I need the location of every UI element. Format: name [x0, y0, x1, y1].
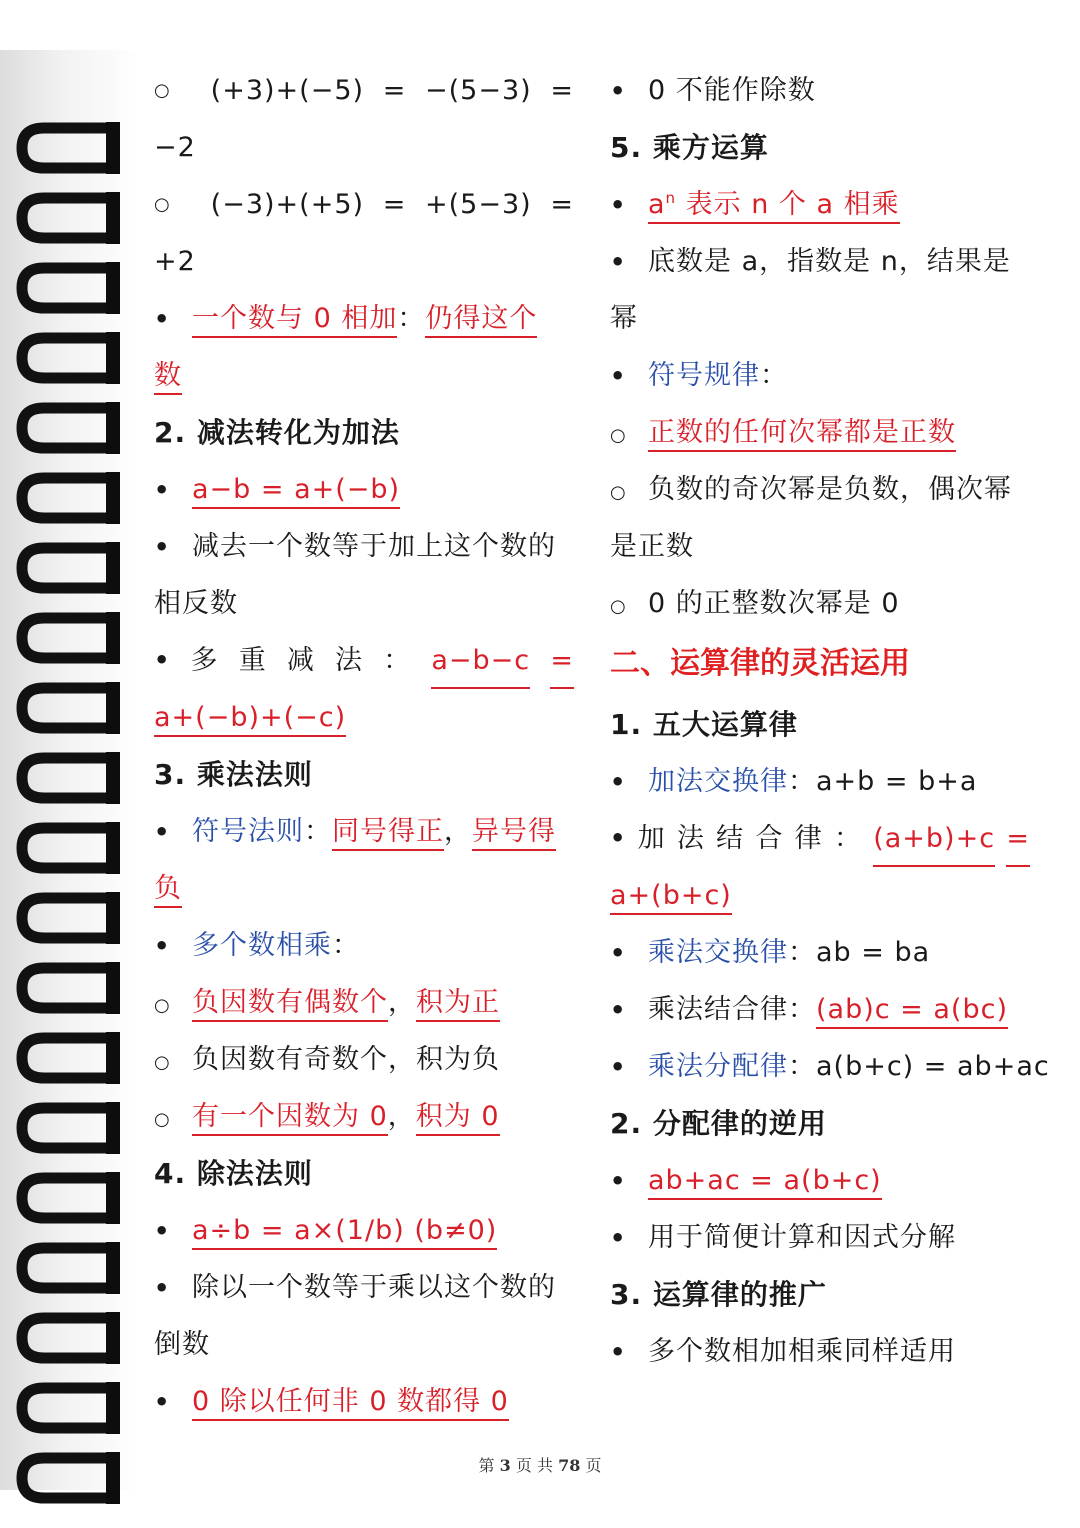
body-text: 减: [286, 645, 315, 676]
text-line: +2: [154, 246, 196, 277]
formula: a+(b+c): [610, 880, 732, 915]
binding-ring: [14, 1380, 122, 1436]
binding-ring: [14, 820, 122, 876]
text-line: [154, 632, 574, 689]
equals-sign: =: [382, 75, 407, 106]
subheading: 3. 运算律的推广: [610, 1278, 827, 1311]
hollow-bullet: ○: [154, 995, 171, 1016]
text-line: [154, 347, 574, 404]
footer-text: 页 共: [515, 1456, 553, 1475]
bullet: •: [610, 939, 627, 967]
hollow-bullet: ○: [610, 425, 627, 446]
body-text: 底数是 a，指数是 n，结果是: [648, 246, 1011, 277]
highlight-text: 同号得正: [332, 816, 444, 851]
bullet: •: [154, 476, 171, 504]
colon: ：: [383, 645, 412, 676]
highlight-text: 负: [154, 873, 182, 908]
keyword: 多个数相乘: [192, 930, 332, 961]
binding-ring: [14, 1310, 122, 1366]
exponent: n: [665, 189, 677, 207]
text-line: [154, 1088, 574, 1145]
text-line: [154, 1259, 574, 1316]
body-text: 加: [637, 823, 666, 854]
binding-ring: [14, 890, 122, 946]
body-text: 负因数有奇数个，积为负: [192, 1044, 500, 1075]
binding-ring: [14, 190, 122, 246]
bullet: •: [610, 248, 627, 276]
base-letter: a: [648, 189, 666, 220]
comma: ，: [444, 816, 472, 847]
subheading: 5. 乘方运算: [610, 131, 769, 164]
text-line: [610, 461, 1030, 518]
text-line: [610, 981, 1030, 1038]
bullet: •: [610, 1167, 627, 1195]
colon: ：: [397, 303, 426, 334]
bullet: •: [154, 1217, 171, 1245]
highlight-text: 数: [154, 360, 182, 395]
equals-sign: =: [382, 189, 407, 220]
body-text: 用于简便计算和因式分解: [648, 1222, 956, 1253]
highlight-text: 积为正: [416, 987, 500, 1022]
section-heading: 二、运算律的灵活运用: [610, 646, 910, 681]
text-line: [610, 810, 1030, 867]
bullet: •: [154, 646, 171, 674]
body-text: 多个数相加相乘同样适用: [648, 1336, 956, 1367]
comma: ，: [388, 987, 416, 1018]
right-column: [610, 62, 1050, 1380]
highlight-text: 一个数与 0 相加: [192, 303, 397, 338]
formula: a÷b = a×(1/b) (b≠0): [192, 1215, 497, 1250]
footer-text: 页: [585, 1456, 602, 1475]
text-line: [154, 1202, 574, 1259]
footer-text: 第: [478, 1456, 495, 1475]
binding-ring: [14, 330, 122, 386]
highlight-text: 负因数有偶数个: [192, 987, 388, 1022]
subheading: 4. 除法法则: [154, 1157, 313, 1190]
binding-ring: [14, 680, 122, 736]
binding-ring: [14, 1170, 122, 1226]
bullet: •: [610, 1053, 627, 1081]
formula: ：a+b = b+a: [788, 766, 978, 797]
formula: a−b = a+(−b): [192, 474, 400, 509]
page-number: 3: [499, 1456, 511, 1475]
bullet: •: [610, 362, 627, 390]
subheading: 3. 乘法法则: [154, 758, 313, 791]
text-line: [610, 1209, 1030, 1266]
bullet: •: [154, 1388, 171, 1416]
hollow-bullet: ○: [154, 1052, 171, 1073]
equals-sign: =: [550, 75, 574, 106]
bullet: •: [610, 1224, 627, 1252]
text-line: [154, 917, 574, 974]
binding-ring: [14, 120, 122, 176]
body-text: 减去一个数等于加上这个数的: [192, 531, 556, 562]
highlight-text: 有一个因数为 0: [192, 1101, 388, 1136]
text-line: [610, 233, 1030, 290]
binding-ring: [14, 260, 122, 316]
binding-ring: [14, 400, 122, 456]
spiral-binding: [0, 50, 140, 1490]
bullet: •: [154, 533, 171, 561]
text-line: 是正数: [610, 531, 694, 562]
keyword: 乘法分配律: [648, 1051, 788, 1082]
subheading: 1. 五大运算律: [610, 708, 798, 741]
binding-ring: [14, 960, 122, 1016]
text-line: [154, 461, 574, 518]
highlight-text: 仍得这个: [425, 303, 537, 338]
bullet: •: [610, 768, 627, 796]
text-line: [610, 62, 1030, 119]
text-line: [610, 575, 1030, 632]
text-line: [154, 176, 574, 233]
formula: (ab)c = a(bc): [816, 994, 1008, 1029]
text-line: [610, 1323, 1030, 1380]
binding-ring: [14, 610, 122, 666]
keyword: 加法交换律: [648, 766, 788, 797]
subheading: 2. 减法转化为加法: [154, 416, 400, 449]
body-text: 0 不能作除数: [648, 75, 816, 106]
bullet: •: [154, 818, 171, 846]
text-line: [154, 290, 574, 347]
colon: ：: [833, 823, 862, 854]
highlight-text: 异号得: [472, 816, 556, 851]
comma: ，: [387, 1101, 416, 1132]
text-line: 倒数: [154, 1329, 210, 1360]
formula: ：ab = ba: [788, 937, 931, 968]
formula: ：a(b+c) = ab+ac: [788, 1051, 1050, 1082]
hollow-bullet: ○: [610, 596, 627, 617]
text-line: [610, 753, 1030, 810]
hollow-bullet: ○: [154, 1109, 171, 1130]
body-text: 负数的奇次幂是负数，偶次幂: [648, 474, 1012, 505]
text-line: [610, 1152, 1030, 1209]
equals-sign: =: [550, 189, 574, 220]
body-text: 合: [755, 823, 784, 854]
page-footer: [0, 1453, 1080, 1476]
text-line: [154, 860, 574, 917]
hollow-bullet: ○: [154, 80, 171, 101]
keyword: 符号法则: [192, 816, 304, 847]
colon: ：: [304, 816, 332, 847]
highlight-text: 积为 0: [416, 1101, 500, 1136]
math-expression: +(5−3): [425, 189, 532, 220]
highlight-text: 0 除以任何非 0 数都得 0: [192, 1386, 509, 1421]
hollow-bullet: ○: [154, 194, 171, 215]
formula: a−b−c: [431, 632, 530, 689]
body-text: 结: [716, 823, 745, 854]
formula: (a+b)+c: [873, 810, 995, 867]
binding-ring: [14, 1030, 122, 1086]
subheading: 2. 分配律的逆用: [610, 1107, 827, 1140]
bullet: •: [610, 191, 627, 219]
text-line: [154, 518, 574, 575]
formula: ab+ac = a(b+c): [648, 1165, 882, 1200]
text-line: [610, 1038, 1050, 1095]
text-line: [610, 867, 1030, 924]
text-line: [610, 347, 1030, 404]
body-text: 乘法结合律：: [648, 994, 816, 1025]
body-text: 重: [238, 645, 267, 676]
text-line: 幂: [610, 303, 638, 334]
bullet: •: [154, 932, 171, 960]
text-line: [610, 924, 1030, 981]
hollow-bullet: ○: [610, 482, 627, 503]
text-line: [154, 974, 574, 1031]
formula: a+(−b)+(−c): [154, 702, 346, 737]
body-text: 除以一个数等于乘以这个数的: [192, 1272, 556, 1303]
math-expression: (+3)+(−5): [210, 75, 365, 106]
bullet: •: [610, 824, 627, 852]
text-line: [610, 176, 1030, 233]
binding-ring: [14, 470, 122, 526]
keyword: 乘法交换律: [648, 937, 788, 968]
binding-ring: [14, 750, 122, 806]
highlight-text: [648, 189, 900, 224]
colon: ：: [760, 360, 788, 391]
colon: ：: [332, 930, 360, 961]
bullet: •: [610, 1338, 627, 1366]
formula: =: [1006, 810, 1030, 867]
body-text: 法: [335, 645, 364, 676]
body-text: 法: [676, 823, 705, 854]
text-line: −2: [154, 132, 196, 163]
body-text: 律: [794, 823, 823, 854]
total-pages: 78: [558, 1456, 581, 1475]
formula: =: [550, 632, 574, 689]
text-line: 相反数: [154, 588, 238, 619]
text-line: [610, 404, 1030, 461]
text-line: [154, 1373, 574, 1430]
math-expression: (−3)+(+5): [210, 189, 365, 220]
keyword: 符号规律: [648, 360, 760, 391]
text-line: [154, 689, 574, 746]
left-column: [154, 62, 574, 1430]
math-expression: −(5−3): [425, 75, 532, 106]
highlight-text: 正数的任何次幂都是正数: [648, 417, 956, 452]
text-line: [154, 803, 574, 860]
bullet: •: [610, 77, 627, 105]
body-text: 0 的正整数次幂是 0: [648, 588, 900, 619]
bullet: •: [154, 1274, 171, 1302]
binding-ring: [14, 1100, 122, 1156]
body-text: 多: [190, 645, 219, 676]
bullet: •: [610, 996, 627, 1024]
binding-ring: [14, 1240, 122, 1296]
text-line: [154, 1031, 574, 1088]
text-line: [154, 62, 574, 119]
highlight-text: 表示 n 个 a 相乘: [676, 189, 900, 220]
binding-ring: [14, 540, 122, 596]
bullet: •: [154, 305, 171, 333]
